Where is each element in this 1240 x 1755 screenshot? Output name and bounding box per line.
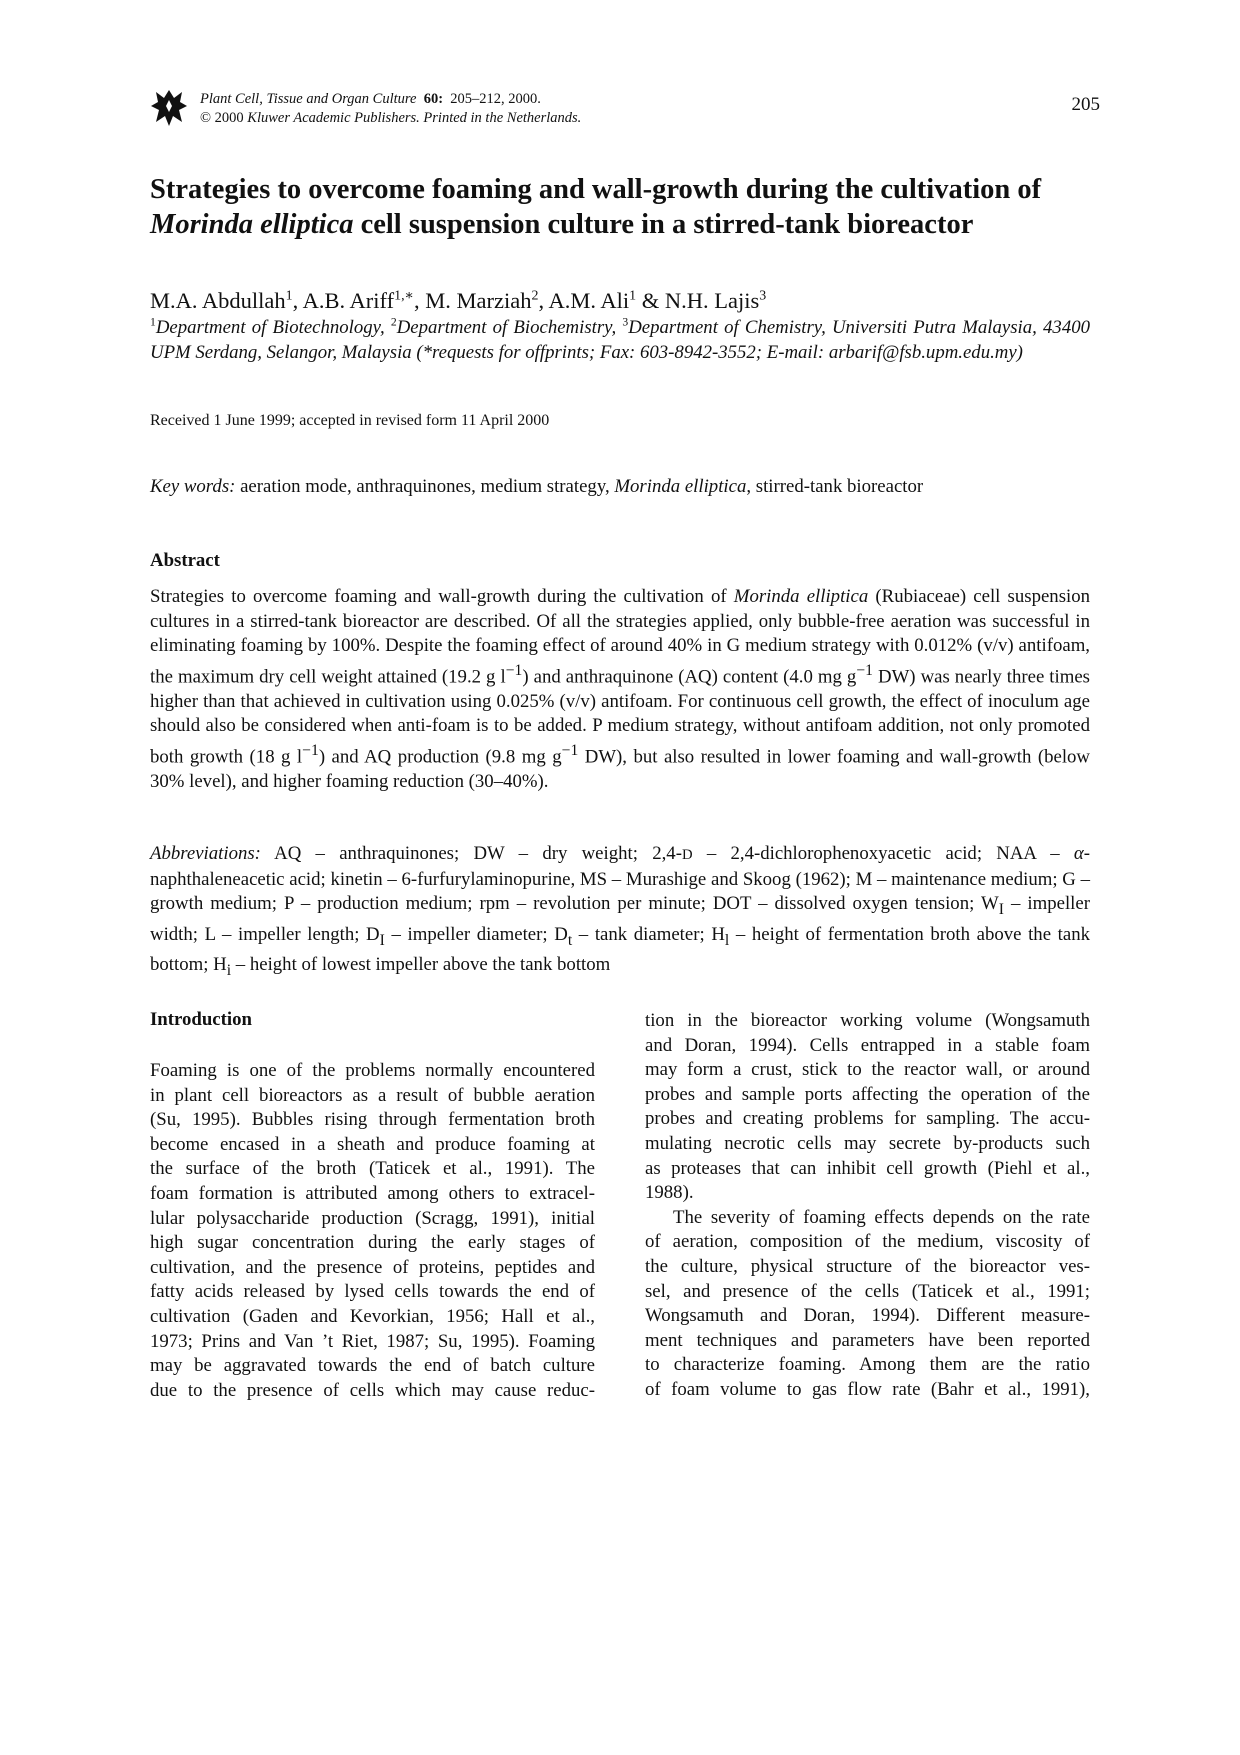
abstract-part: DW) was nearly three times higher than that achieved in cultivation using 0.025% (v/v) antifoam. For continuous cell growth, the effect of inoculum age should also be considered when anti-foam is to be added. P medium strategy, without antifoam addition, not only promoted both growth (18 g l <box>150 666 1090 768</box>
text-line: probes and creating problems for sampling. The accu- <box>645 1108 1090 1130</box>
abstract-part: (Rubiaceae) cell suspension cultures in a stirred-tank bioreactor are described. Of all the strategies applied, only bubble-free aeration was successful in eliminating foaming by 100%. Despite the foaming effect of around 40% in G medium strategy with 0.012% (v/v) antifoam, the maximum dry cell weight attained (19.2 g l <box>150 586 1090 688</box>
affil-sup: 2 <box>390 315 397 329</box>
keywords-species: Morinda elliptica <box>614 476 747 497</box>
abstract-sup: −1 <box>302 741 319 759</box>
author-sup: 1 <box>285 288 293 304</box>
text-line: probes and sample ports affecting the operation of the <box>645 1083 1090 1105</box>
abstract-part: DW), but also resulted in lower foaming and wall-growth (below 30% level), and higher foaming reduction (30–40%). <box>150 746 1090 792</box>
text-line: may form a crust, stick to the reactor wall, or around <box>645 1059 1090 1081</box>
keywords-text: , stirred-tank bioreactor <box>746 476 924 497</box>
intro-left-column <box>150 1059 595 1403</box>
introduction-heading: Introduction <box>150 1009 252 1030</box>
author-sup: 1,∗ <box>394 288 415 304</box>
abbrev-sub: i <box>226 961 232 979</box>
text-line: ment techniques and parameters have been reported <box>645 1329 1090 1351</box>
author-name: & N.H. Lajis <box>636 288 760 313</box>
text-line: foam formation is attributed among others to extracel- <box>150 1182 595 1204</box>
text-line: cultivation, and the presence of proteins, peptides and <box>150 1256 595 1278</box>
abbrev-sub: l <box>724 931 730 949</box>
text-line: to characterize foaming. Among them are the ratio <box>645 1354 1090 1376</box>
abstract-part: ) and anthraquinone (AQ) content (4.0 mg g <box>522 666 857 688</box>
text-line: of aeration, composition of the medium, viscosity of <box>645 1231 1090 1253</box>
received-dates: Received 1 June 1999; accepted in revised form 11 April 2000 <box>150 412 550 429</box>
abstract-heading: Abstract <box>150 550 220 571</box>
abstract-sup: −1 <box>561 741 579 759</box>
abbrev-alpha: α <box>1073 843 1084 864</box>
abstract-sup: −1 <box>856 661 873 679</box>
affil-dept: Department of Biotechnology, <box>155 317 391 338</box>
text-line: the surface of the broth (Taticek et al., 1991). The <box>150 1158 595 1180</box>
title-line-2 <box>150 207 1110 242</box>
text-line: lular polysaccharide production (Scragg, 1991), initial <box>150 1207 595 1229</box>
affiliation <box>150 316 1090 365</box>
text-line: Foaming is one of the problems normally encountered <box>150 1060 595 1081</box>
abbrev-part: – impeller diameter; D <box>384 923 568 945</box>
abbrev-part: -naphthaleneacetic acid; kinetin – 6-furfurylaminopurine, MS – Murashige and Skoog (1962); M – maintenance medium; G – growth medium; P – production medium; rpm – revolution per minute; DOT – dissolved oxygen tension; W <box>150 843 1091 915</box>
journal-pages: 205–212, 2000. <box>450 91 541 107</box>
abstract-part: Strategies to overcome foaming and wall-growth during the cultivation of <box>150 586 734 607</box>
page-number: 205 <box>1071 94 1100 115</box>
journal-citation <box>200 90 800 128</box>
text-line: cultivation (Gaden and Kevorkian, 1956; Hall et al., <box>150 1305 595 1327</box>
text-line: Wongsamuth and Doran, 1994). Different measure- <box>645 1305 1090 1327</box>
text-line: fatty acids released by lysed cells towards the end of <box>150 1281 595 1303</box>
title-line-1: Strategies to overcome foaming and wall-growth during the cultivation of <box>150 174 1042 205</box>
abbrev-part: – tank diameter; H <box>572 923 725 945</box>
text-line: become encased in a sheath and produce foaming at <box>150 1133 595 1155</box>
text-line: due to the presence of cells which may cause reduc- <box>150 1379 595 1401</box>
text-line: The severity of foaming effects depends on the rate <box>673 1206 1090 1228</box>
title-line-2-rest: cell suspension culture in a stirred-tank bioreactor <box>353 209 974 240</box>
text-line: as proteases that can inhibit cell growth (Piehl et al., <box>645 1157 1090 1179</box>
abstract-sup: −1 <box>505 661 523 679</box>
author-name: M.A. Abdullah <box>150 288 286 313</box>
journal-name: Plant Cell, Tissue and Organ Culture <box>200 91 417 107</box>
keywords-label: Key words: <box>150 476 236 497</box>
copyright-symbol: © <box>200 110 212 126</box>
abbrev-part: AQ – anthraquinones; DW – dry weight; 2,4- <box>260 843 682 864</box>
publisher: Kluwer Academic Publishers. Printed in the Netherlands. <box>247 110 582 126</box>
text-line: the culture, physical structure of the bioreactor ves- <box>645 1255 1090 1277</box>
author-sup: 2 <box>531 288 539 304</box>
title-species: Morinda elliptica <box>150 209 354 240</box>
abbrev-part: – 2,4-dichlorophenoxyacetic acid; NAA – <box>692 843 1074 864</box>
abbrev-sub: t <box>567 931 573 949</box>
text-line: high sugar concentration during the early stages of <box>150 1232 595 1254</box>
affil-dept: Department of Biochemistry, <box>396 317 623 338</box>
author-name: , A.M. Ali <box>538 288 630 313</box>
affil-dept: Department of Chemistry, Universiti Putra Malaysia, 43400 UPM Serdang, Selangor, Malaysia (*requests for offprints; Fax: 603-8942-3552; E-mail: arbarif@fsb.upm.edu.my) <box>150 317 1090 363</box>
text-line: sel, and presence of the cells (Taticek et al., 1991; <box>645 1280 1090 1302</box>
abbrev-sub: I <box>998 900 1004 918</box>
affil-sup: 1 <box>150 315 156 329</box>
author-sup: 3 <box>759 288 767 304</box>
intro-right-column <box>645 1009 1090 1403</box>
keywords <box>150 476 1110 498</box>
abbreviations <box>150 842 1090 983</box>
text-line: tion in the bioreactor working volume (Wongsamuth <box>645 1010 1090 1031</box>
author-sup: 1 <box>629 288 637 304</box>
abbreviations-label: Abbreviations: <box>150 843 261 864</box>
abstract-part: ) and AQ production (9.8 mg g <box>318 746 562 768</box>
publisher-logo-icon <box>150 86 188 130</box>
author-name: , A.B. Ariff <box>292 288 395 313</box>
journal-line <box>200 90 800 109</box>
journal-volume: 60: <box>423 91 444 107</box>
text-line: and Doran, 1994). Cells entrapped in a stable foam <box>645 1034 1090 1056</box>
abbrev-part: – height of fermentation broth above the tank bottom; H <box>150 923 1090 975</box>
text-line: 1988). <box>645 1182 694 1204</box>
text-line: (Su, 1995). Bubbles rising through fermentation broth <box>150 1109 595 1131</box>
abbrev-smallcap: D <box>681 847 693 863</box>
abbrev-part: – height of lowest impeller above the tank bottom <box>231 953 611 975</box>
author-list <box>150 287 1110 315</box>
abstract-text <box>150 585 1090 794</box>
keywords-text: aeration mode, anthraquinones, medium strategy, <box>235 476 615 497</box>
text-line: of foam volume to gas flow rate (Bahr et al., 1991), <box>645 1378 1090 1400</box>
text-line: 1973; Prins and Van ’t Riet, 1987; Su, 1995). Foaming <box>150 1330 595 1352</box>
text-line: mulating necrotic cells may secrete by-products such <box>645 1132 1090 1154</box>
abstract-species: Morinda elliptica <box>733 586 869 607</box>
text-line: may be aggravated towards the end of batch culture <box>150 1355 595 1377</box>
abbrev-sub: I <box>379 931 385 949</box>
affil-sup: 3 <box>622 315 629 329</box>
text-line: in plant cell bioreactors as a result of bubble aeration <box>150 1084 595 1106</box>
author-name: , M. Marziah <box>414 288 532 313</box>
abbrev-part: – impeller width; L – impeller length; D <box>150 893 1090 945</box>
copyright-year: 2000 <box>214 110 244 126</box>
article-title <box>150 172 1110 242</box>
copyright-line <box>200 109 800 128</box>
